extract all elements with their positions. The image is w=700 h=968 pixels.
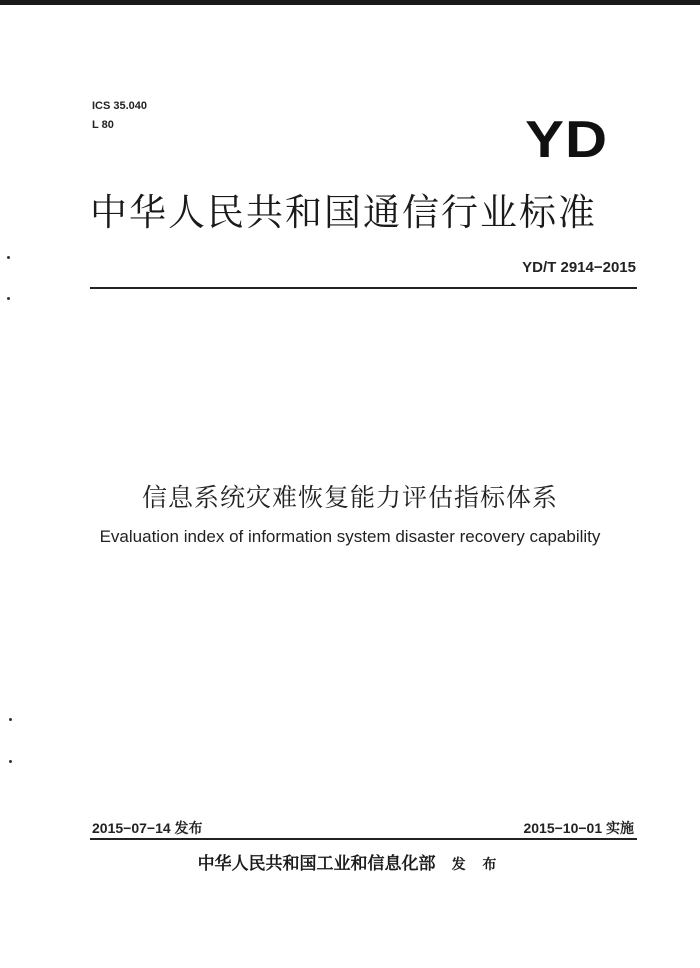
issuer-name: 中华人民共和国工业和信息化部 [197, 854, 436, 874]
document-title-chinese: 信息系统灾难恢复能力评估指标体系 [141, 483, 558, 512]
issuer-verb: 发 布 [451, 857, 503, 873]
implement-date: 2015−10−01 实施 [523, 820, 634, 836]
ics-code: ICS 35.040 [92, 100, 148, 112]
publish-date: 2015−07−14 发布 [92, 820, 203, 836]
top-border-rule [0, 0, 700, 5]
standard-name: 中华人民共和国通信行业标准 [90, 191, 597, 234]
scan-speck [9, 718, 12, 721]
ccs-code: L 80 [92, 119, 114, 131]
standard-code: YD/T 2914−2015 [522, 259, 636, 276]
yd-logo: YD [524, 111, 608, 169]
scan-speck [7, 256, 10, 259]
document-title-english: Evaluation index of information system disaster recovery capability [99, 527, 601, 546]
scan-speck [9, 760, 12, 763]
footer-divider [90, 838, 637, 840]
header-divider [90, 287, 637, 289]
scan-speck [7, 297, 10, 300]
issuer-line [0, 849, 700, 874]
